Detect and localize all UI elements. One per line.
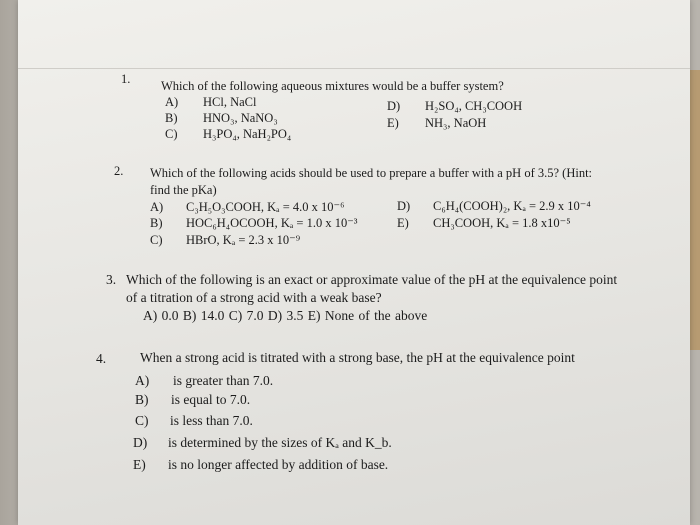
q1-a-text: HCl, NaCl	[203, 95, 257, 109]
q4-e-label: E)	[133, 457, 146, 472]
q4-d-text: is determined by the sizes of Kₐ and K_b.	[168, 435, 392, 450]
q2-text-line1: Which of the following acids should be used to prepare a buffer with a pH of 3.5? (Hint:	[150, 166, 593, 180]
q4-c-text: is less than 7.0.	[170, 413, 253, 428]
page-edge-line	[18, 68, 690, 69]
q3-number: 3.	[106, 272, 117, 287]
q2-b-text: HOC₆H₄OCOOH, Kₐ = 1.0 x 10⁻³	[186, 216, 358, 230]
q2-e-label: E)	[397, 216, 409, 230]
q1-e-label: E)	[387, 116, 399, 130]
q1-c-text: H₃PO₄, NaH₂PO₄	[203, 127, 292, 141]
q4-b-label: B)	[135, 392, 149, 407]
q2-d-text: C₆H₄(COOH)₂, Kₐ = 2.9 x 10⁻⁴	[433, 199, 591, 213]
q1-d-label: D)	[387, 99, 401, 113]
q1-text: Which of the following aqueous mixtures would be a buffer system?	[161, 79, 504, 93]
q3-options: A) 0.0 B) 14.0 C) 7.0 D) 3.5 E) None of the above	[143, 308, 428, 323]
q1-b-label: B)	[165, 111, 178, 125]
q2-a-label: A)	[150, 200, 164, 214]
q4-text: When a strong acid is titrated with a strong base, the pH at the equivalence point	[140, 350, 575, 365]
worksheet-page	[18, 0, 690, 525]
q2-e-text: CH₃COOH, Kₐ = 1.8 x10⁻⁵	[433, 216, 571, 230]
q2-text-line2: find the pKa)	[150, 183, 217, 197]
q2-number: 2.	[114, 164, 124, 178]
q4-a-text: is greater than 7.0.	[173, 373, 274, 388]
q1-d-text: H₂SO₄, CH₃COOH	[425, 99, 523, 113]
q2-c-text: HBrO, Kₐ = 2.3 x 10⁻⁹	[186, 233, 301, 247]
q1-number: 1.	[121, 72, 131, 86]
q4-c-label: C)	[135, 413, 149, 428]
q3-text-line1: Which of the following is an exact or approximate value of the pH at the equivalence point	[126, 272, 618, 287]
q1-e-text: NH₃, NaOH	[425, 116, 487, 130]
q2-b-label: B)	[150, 216, 163, 230]
q2-a-text: C₃H₅O₃COOH, Kₐ = 4.0 x 10⁻⁶	[186, 200, 345, 214]
q4-number: 4.	[96, 351, 107, 366]
q2-d-label: D)	[397, 199, 411, 213]
q4-e-text: is no longer affected by addition of base.	[168, 457, 389, 472]
q1-c-label: C)	[165, 127, 178, 141]
q4-b-text: is equal to 7.0.	[171, 392, 251, 407]
q1-a-label: A)	[165, 95, 179, 109]
q3-text-line2: of a titration of a strong acid with a weak base?	[126, 290, 382, 305]
q1-b-text: HNO₃, NaNO₃	[203, 111, 278, 125]
q4-d-label: D)	[133, 435, 148, 450]
q4-a-label: A)	[135, 373, 150, 388]
q2-c-label: C)	[150, 233, 163, 247]
